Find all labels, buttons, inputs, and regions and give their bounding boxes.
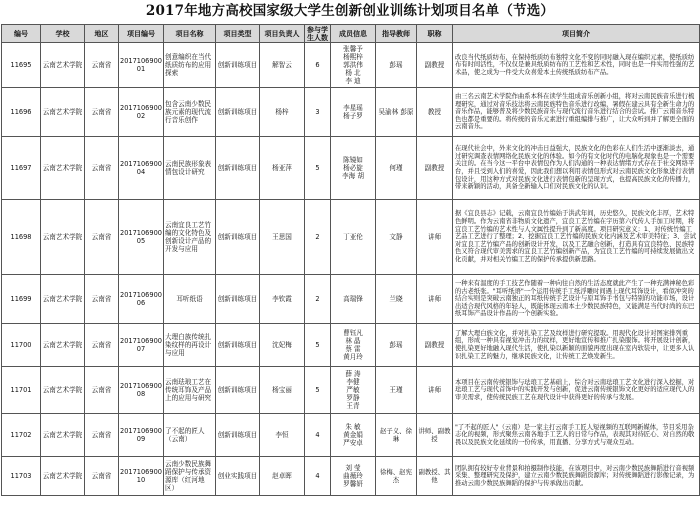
cell-no: 11700 — [2, 324, 41, 367]
cell-members: 高瑞锋 — [331, 275, 376, 324]
cell-leader: 李钦霞 — [260, 275, 305, 324]
header-region: 地区 — [85, 25, 119, 43]
cell-name: 大理白族传统扎染纹样的再设计与应用 — [164, 324, 216, 367]
cell-region: 云南省 — [85, 88, 119, 137]
cell-count: 4 — [305, 414, 331, 457]
cell-region: 云南省 — [85, 367, 119, 414]
cell-code: 201710690009 — [119, 414, 164, 457]
cell-leader: 解智云 — [260, 43, 305, 88]
cell-rank: 讲师、副教授 — [417, 414, 453, 457]
cell-rank: 副教授 — [417, 43, 453, 88]
cell-members: 曹钰凡 林 晶 蔡 雷 黄月玲 — [331, 324, 376, 367]
cell-type: 创业实践项目 — [216, 457, 260, 496]
cell-summary: 团队拥有较好专业背景和拍摄制作技能，在该项目中，对云南少数民族舞蹈进行音视频采集、整理研究及保护，建立云南少数民族舞蹈资源库；对传统舞蹈进行影像记录，为推动云南少数民族舞蹈的保护与传承做出贡献。 — [453, 457, 700, 496]
cell-count: 5 — [305, 324, 331, 367]
cell-no: 11699 — [2, 275, 41, 324]
cell-members: 丁亚伦 — [331, 200, 376, 275]
cell-summary: 在现代社会中，外来文化的冲击日益强大，民族文化的色彩在人们生活中逐渐淡去，通过研究调查表情网络化民族文化的体验。如今的有文化时代的电脑化现象也是一个需要关注的。在当今这一平台中表情包作为人们沟通的一种表达情绪方式存在于社交网络平台，并且受到人们的喜爱，因此我们想以利用表情包形式对云南民族文化形象进行表情包设计，用这种方式对民族文化进行表情包新的呈现方式，也提高民族文化的传播力，带来新颖的活动，具备全新输入口们对民族文化的认识。 — [453, 137, 700, 200]
cell-rank: 教授 — [417, 88, 453, 137]
cell-code: 201710690010 — [119, 457, 164, 496]
cell-advisor: 徐梅、赵宪杰 — [376, 457, 417, 496]
project-table — [1, 24, 700, 496]
cell-advisor: 吴渝林 彭原 — [376, 88, 417, 137]
cell-count: 3 — [305, 88, 331, 137]
table-row — [2, 367, 700, 414]
cell-school: 云南艺术学院 — [41, 43, 85, 88]
cell-members: 陈镜如 杨必旋 李海 胡 — [331, 137, 376, 200]
table-row — [2, 414, 700, 457]
cell-advisor: 彭瑶 — [376, 43, 417, 88]
cell-advisor: 赵子义、徐琳 — [376, 414, 417, 457]
cell-no: 11703 — [2, 457, 41, 496]
cell-summary: 了解大理白族文化，并对扎染工艺及纹样进行研究提取。用现代化设计对图案排列重组，形成一种具有视觉冲击力的纹样，更好地宣传和推广扎染服饰。将开展设计创新，使扎染更好地融入现代生活，使扎染以新颖的面貌再度出现在室内软装中，让更多人认识扎染工艺的魅力，继承民族文化，让传统工艺焕发新生。 — [453, 324, 700, 367]
header-summary: 项目简介 — [453, 25, 700, 43]
cell-count: 5 — [305, 137, 331, 200]
cell-type: 创新训练项目 — [216, 200, 260, 275]
cell-leader: 王思国 — [260, 200, 305, 275]
cell-advisor: 兰晓 — [376, 275, 417, 324]
cell-no: 11696 — [2, 88, 41, 137]
cell-rank: 副教授 — [417, 324, 453, 367]
cell-summary: 一种来有温度的手工技艺作随着一种向往自然的生活态度就此产生了一种充满神秘色彩的古老纸张。"耳听纸语"一个运用传统手工纸浮雕时间遇上现代耳饰设计，看似冲突的结合实则是突破云南独正的耳纸传统手艺设计与原耳饰手书包与特别的功能市场，设计出适合现代风格的年轻人，既能体现云南本土少数民族特色，又能满足当代时尚的东巴纸耳饰产品设计作品的一个创新实验。 — [453, 275, 700, 324]
cell-type: 创新训练项目 — [216, 367, 260, 414]
cell-rank: 副教授 — [417, 137, 453, 200]
cell-count: 4 — [305, 457, 331, 496]
cell-no: 11698 — [2, 200, 41, 275]
cell-code: 201710690005 — [119, 200, 164, 275]
cell-count: 5 — [305, 367, 331, 414]
cell-region: 云南省 — [85, 457, 119, 496]
cell-count: 6 — [305, 43, 331, 88]
header-type: 项目类型 — [216, 25, 260, 43]
table-row — [2, 200, 700, 275]
cell-summary: 本项目在云南传统银饰与珐琅工艺基础上，综合对云南珐琅工艺文化进行深入挖掘，对珐琅工艺与现代首饰中的实践开发与创新，促进云南传统银饰文化更好的适应现代人的审美需求，使传统民族工艺在现代设计中获得更好的传承与发展。 — [453, 367, 700, 414]
cell-summary: 据《宜良县志》记载，云南宜良竹编始于洪武年间，历史悠久，民族文化丰厚，艺术特色鲜明。作为云南省非物质文化遗产，宜良工艺竹编在宇历第六代传人手加工时期，将宜良工艺竹编的艺术性与人文属性提升到了新高度。项目研究意义：1、对传统竹编工艺品工艺进行了整理；2、挖掘宜良工艺竹编的民族文化内涵及艺术审美特征；3、尝试对宜良工艺竹编产品的创新设计开发，以及工艺融合创新，打造具有宜良特色、民族特色又符合现代审美需求的宜良工艺竹编创新产品，为宜良工艺竹编的可持续发展做出文化贡献，并对相关竹编工艺的保护传承提供新思路。 — [453, 200, 700, 275]
cell-type: 创新训练项目 — [216, 275, 260, 324]
cell-leader: 赵卓晖 — [260, 457, 305, 496]
cell-advisor: 王瑾 — [376, 367, 417, 414]
cell-members: 朱 敏 黄金娟 严安卓 — [331, 414, 376, 457]
cell-name: 了不起的匠人（云南） — [164, 414, 216, 457]
cell-type: 创新训练项目 — [216, 137, 260, 200]
cell-region: 云南省 — [85, 137, 119, 200]
cell-region: 云南省 — [85, 200, 119, 275]
cell-school: 云南艺术学院 — [41, 367, 85, 414]
cell-name: 包含云南少数民族元素的现代流行音乐创作 — [164, 88, 216, 137]
cell-members: 李星瑶 杨子罗 — [331, 88, 376, 137]
header-code: 项目编号 — [119, 25, 164, 43]
page-title: 2017年地方高校国家级大学生创新创业训练计划项目名单（节选） — [145, 3, 555, 19]
table-row — [2, 137, 700, 200]
cell-school: 云南艺术学院 — [41, 457, 85, 496]
cell-summary: 由三名云南艺术学院作曲系本科在读学生组成音乐创新小组，将对云南民族音乐进行梳理研究，通过对音乐技法将云南民族特色音乐进行改编，暑假在建云具有全新生命力的音乐作品，能够普及将少数民族音乐与现代流行音乐进行结合的尝试。推广云南音乐特色也都是重要的。将传统的音乐元素进行重组编排与推广，让大众听到并了解更全面的云南音乐。 — [453, 88, 700, 137]
cell-advisor: 文静 — [376, 200, 417, 275]
cell-region: 云南省 — [85, 43, 119, 88]
cell-code: 201710690002 — [119, 88, 164, 137]
table-row — [2, 324, 700, 367]
cell-leader: 杨梓 — [260, 88, 305, 137]
cell-leader: 李恒 — [260, 414, 305, 457]
cell-type: 创新训练项目 — [216, 414, 260, 457]
cell-school: 云南艺术学院 — [41, 137, 85, 200]
cell-members: 刘 莹 曲薇玲 罗馨妍 — [331, 457, 376, 496]
cell-no: 11697 — [2, 137, 41, 200]
cell-type: 创新训练项目 — [216, 88, 260, 137]
table-row — [2, 43, 700, 88]
cell-school: 云南艺术学院 — [41, 414, 85, 457]
table-row — [2, 275, 700, 324]
table-row — [2, 457, 700, 496]
header-advisor: 指导教师 — [376, 25, 417, 43]
cell-code: 201710690001 — [119, 43, 164, 88]
cell-name: 云南少数民族舞蹈保护与传承资源库（红河地区） — [164, 457, 216, 496]
cell-name: 创意编织在当代纸质纺布的应用探索 — [164, 43, 216, 88]
header-school: 学校 — [41, 25, 85, 43]
header-no: 编号 — [2, 25, 41, 43]
cell-name: 耳听纸语 — [164, 275, 216, 324]
cell-no: 11701 — [2, 367, 41, 414]
cell-summary: 改良当代纸质纺布，在保持纸质纺布独特文化不变的同时融入现在编织元素，使纸质纺布有时间活性，不仅仅是兼具纸质纺布的工艺性和艺术性，同时也是一件实用性强的艺术品，使之成为一件受大众喜爱本土传统纸质纺布产品。 — [453, 43, 700, 88]
cell-rank: 讲师 — [417, 275, 453, 324]
cell-advisor: 何瑾 — [376, 137, 417, 200]
cell-leader: 沈妃梅 — [260, 324, 305, 367]
cell-school: 云南艺术学院 — [41, 275, 85, 324]
table-header-row — [2, 25, 700, 43]
header-members: 成员信息 — [331, 25, 376, 43]
cell-region: 云南省 — [85, 414, 119, 457]
cell-members: 薛 涛 李健 严敏 罗静 王青 — [331, 367, 376, 414]
cell-members: 张馨予 杨熙梓 郭洪伟 杨 北 李 迪 — [331, 43, 376, 88]
cell-code: 201710690008 — [119, 367, 164, 414]
cell-count: 2 — [305, 200, 331, 275]
header-rank: 职称 — [417, 25, 453, 43]
cell-school: 云南艺术学院 — [41, 200, 85, 275]
cell-leader: 杨宝丽 — [260, 367, 305, 414]
table-row — [2, 88, 700, 137]
cell-rank: 讲师 — [417, 367, 453, 414]
header-leader: 项目负责人 — [260, 25, 305, 43]
cell-type: 创新训练项目 — [216, 43, 260, 88]
cell-no: 11695 — [2, 43, 41, 88]
cell-code: 201710690004 — [119, 137, 164, 200]
cell-rank: 副教授、其他 — [417, 457, 453, 496]
header-count: 参与学生人数 — [305, 25, 331, 43]
cell-region: 云南省 — [85, 324, 119, 367]
cell-code: 201710690006 — [119, 275, 164, 324]
header-name: 项目名称 — [164, 25, 216, 43]
cell-count: 2 — [305, 275, 331, 324]
cell-leader: 杨亚萍 — [260, 137, 305, 200]
cell-no: 11702 — [2, 414, 41, 457]
cell-advisor: 彭瑶 — [376, 324, 417, 367]
cell-region: 云南省 — [85, 275, 119, 324]
cell-summary: "了不起的匠人"（云南）是一家主打云南手工匠人短视频的互联网新媒体，节目采用杂志化的视频，形式聚焦云南各地手工艺人的日常与作品，表现其对待匠心、对自然的敬畏以及民族文化延续的一份传承，用直播、分享方式与观众互动。 — [453, 414, 700, 457]
cell-code: 201710690007 — [119, 324, 164, 367]
cell-school: 云南艺术学院 — [41, 324, 85, 367]
cell-rank: 讲师 — [417, 200, 453, 275]
cell-name: 云南民族形象表情包设计研究 — [164, 137, 216, 200]
cell-school: 云南艺术学院 — [41, 88, 85, 137]
cell-name: 云南宜良工艺竹编的文化特色及创新设计产品的开发与应用 — [164, 200, 216, 275]
cell-name: 云南珐琅工艺在传统耳饰及产品上的应用与研究 — [164, 367, 216, 414]
cell-type: 创新训练项目 — [216, 324, 260, 367]
